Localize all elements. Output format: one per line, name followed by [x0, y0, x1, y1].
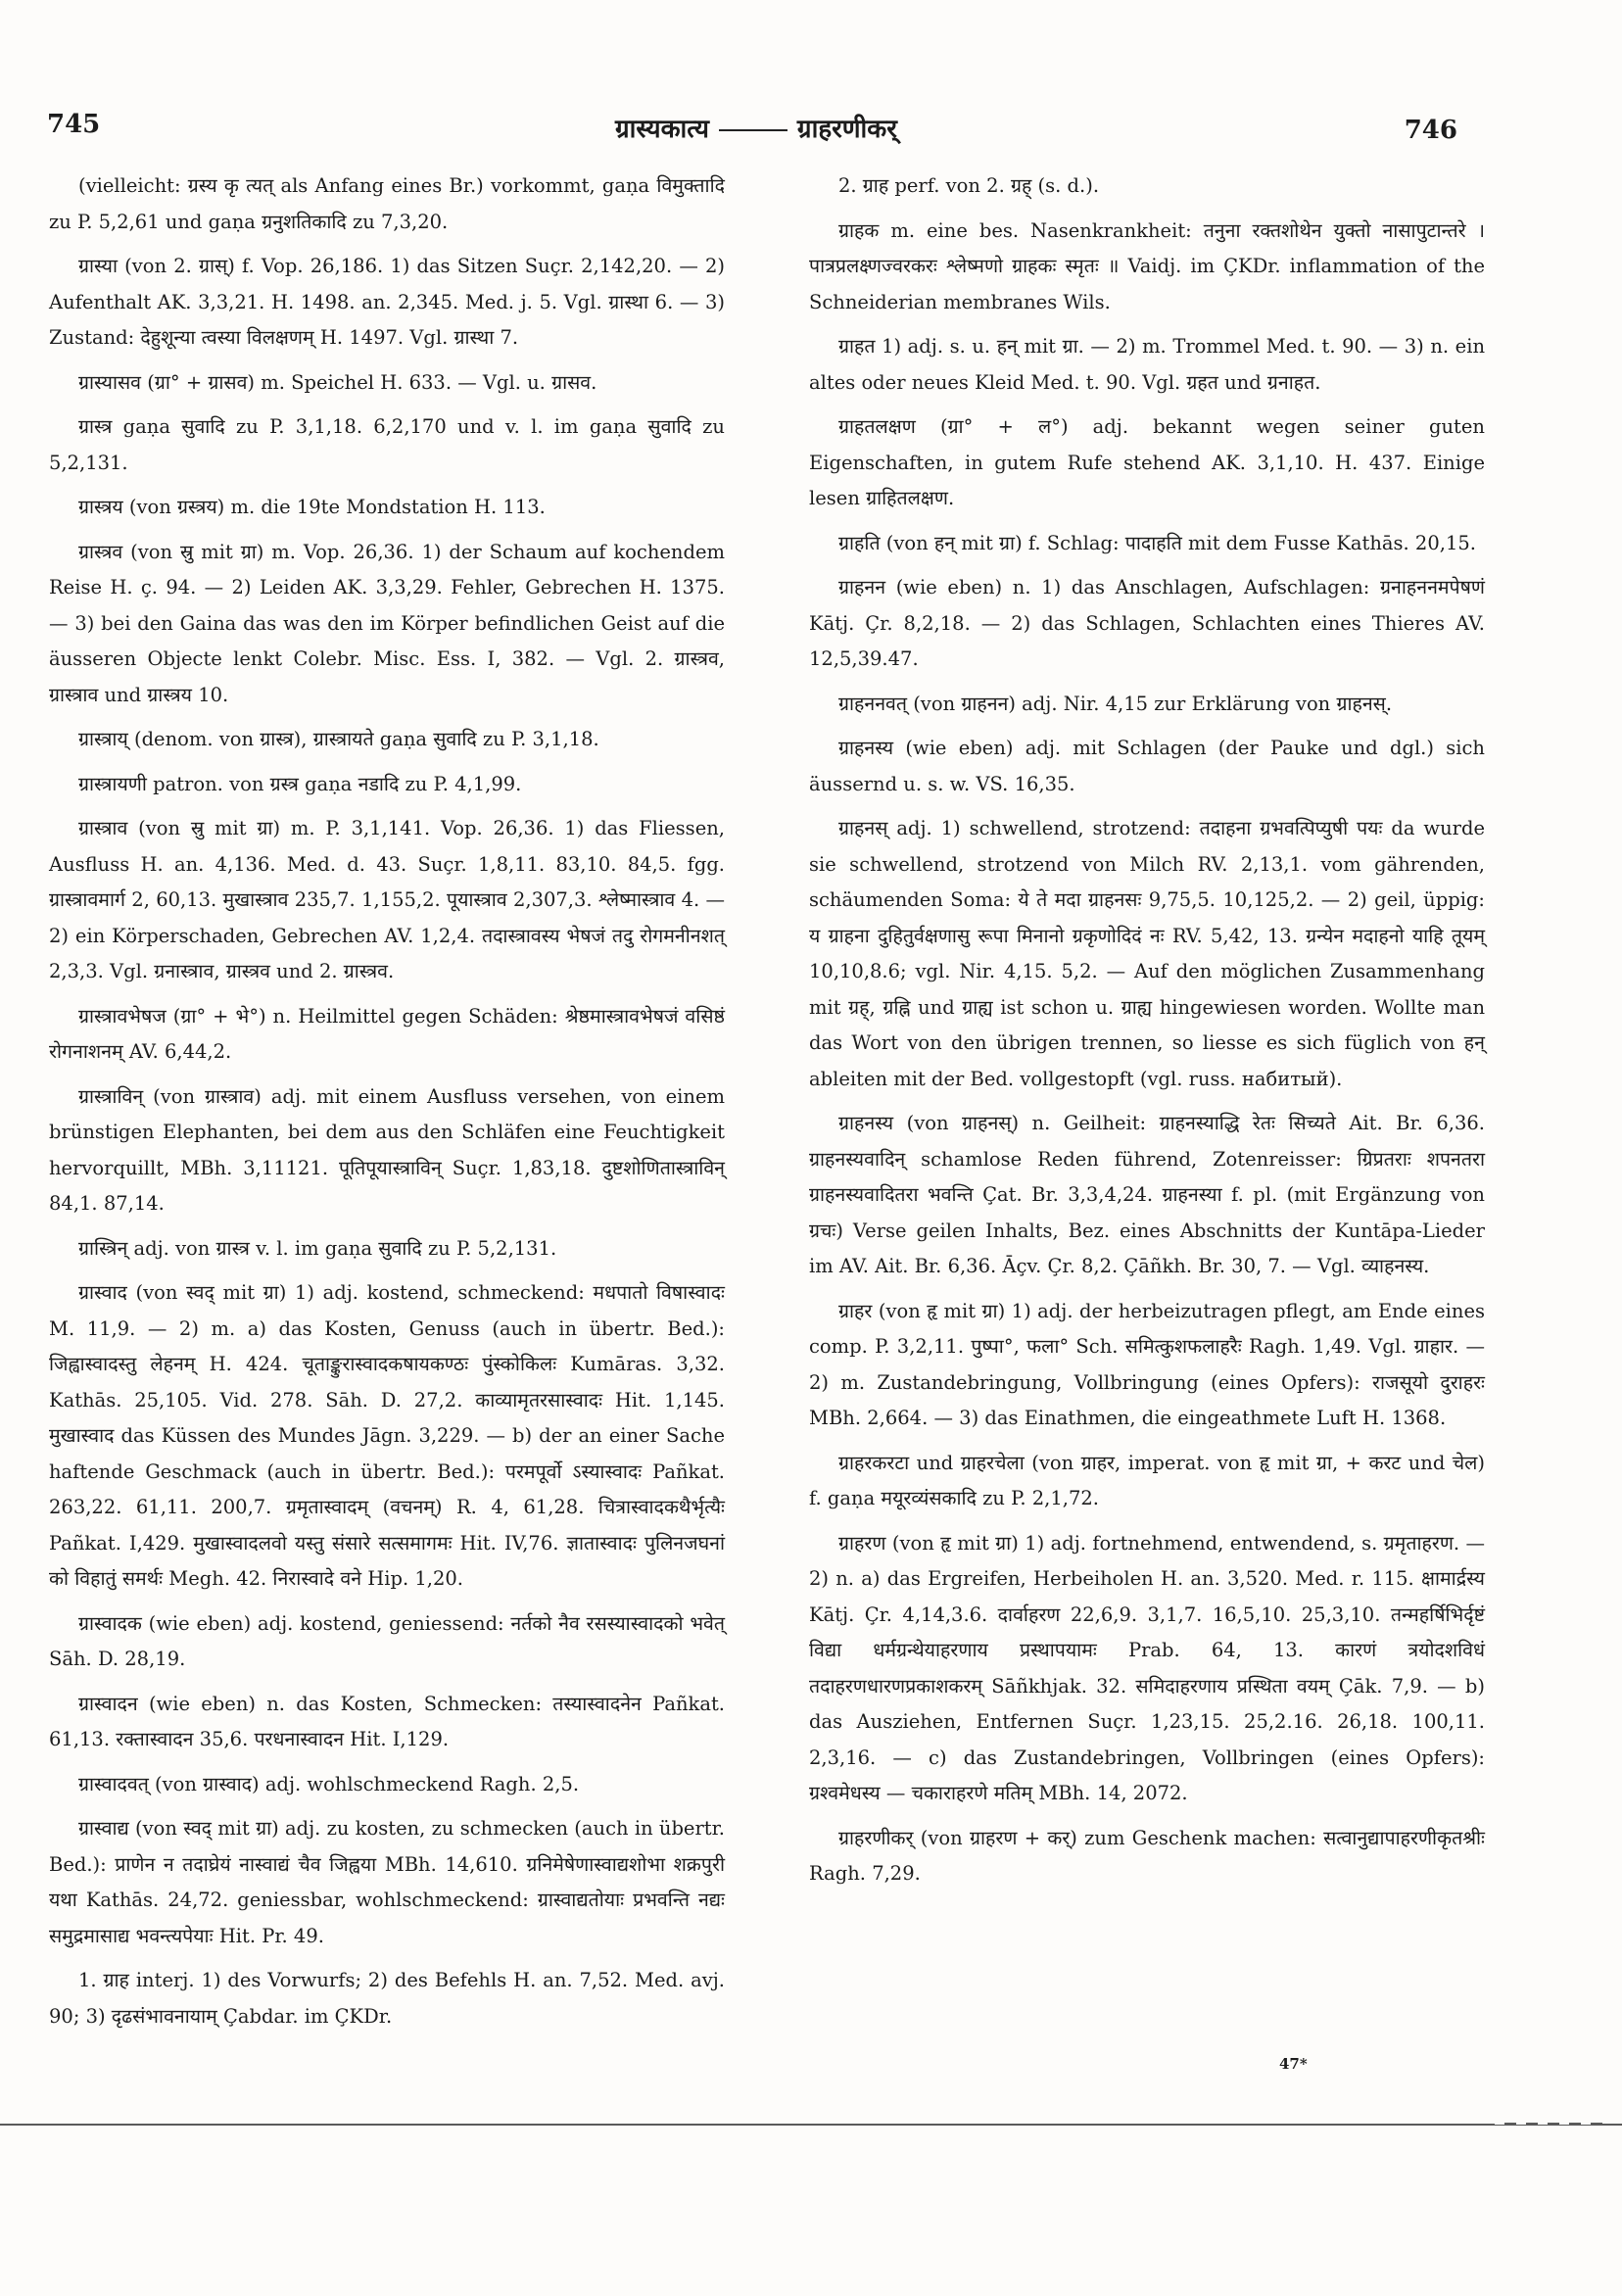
dictionary-entry: ग्रास्या (von 2. ग्रास्) f. Vop. 26,186. 1) das Sitzen Suçr. 2,142,20. — 2) Aufenthalt AK. 3,3,21. H. 1498. an. 2,345. Med. j. 5. Vgl. ग्रास्था 6. — 3) Zustand: देहुशून्या त्वस्या विलक्षणम् H. 1497. Vgl. ग्रास्था 7.: [49, 255, 725, 349]
dictionary-entry: ग्रास्त्रावभेषज (ग्रा° + भे°) n. Heilmittel gegen Schäden: श्रेष्ठमास्त्रावभेषजं वसिष्ठं रोगनाशनम् AV. 6,44,2.: [49, 1004, 725, 1063]
dictionary-entry: ग्राहक m. eine bes. Nasenkrankheit: तनुना रक्तशोथेन युक्तो नासापुटान्तरे । पात्रप्रलक्ष्णज्वरकरः श्लेष्मणो ग्राहकः स्मृतः ॥ Vaidj. im ÇKDr. inflammation of the Schneiderian membranes Wils.: [809, 218, 1485, 313]
dictionary-entry: 1. ग्राह interj. 1) des Vorwurfs; 2) des Befehls H. an. 7,52. Med. avj. 90; 3) दृढसंभावनायाम् Çabdar. im ÇKDr.: [49, 1969, 725, 2028]
dictionary-entry: ग्रास्त्रव (von स्रु mit ग्रा) m. Vop. 26,36. 1) der Schaum auf kochendem Reise H. ç. 94. — 2) Leiden AK. 3,3,29. Fehler, Gebrechen H. 1375. — 3) bei den Gaina das was den im Körper befindlichen Geist auf die äusseren Objecte lenkt Colebr. Misc. Ess. I, 382. — Vgl. 2. ग्रास्त्रव, ग्रास्त्राव und ग्रास्त्रय 10.: [49, 540, 725, 706]
dictionary-entry: ग्रास्वादन (wie eben) n. das Kosten, Schmecken: तस्यास्वादनेन Pañkat. 61,13. रक्तास्वादन 35,6. परधनास्वादन Hit. I,129.: [49, 1692, 725, 1750]
dictionary-entry: ग्रास्वादक (wie eben) adj. kostend, geniessend: नर्तको नैव रसस्यास्वादको भवेत् Sāh. D. 28,19.: [49, 1611, 725, 1670]
dictionary-entry: 2. ग्राह perf. von 2. ग्रह् (s. d.).: [838, 174, 1100, 197]
running-head-right: ग्राहरणीकर्: [796, 115, 897, 144]
page-header: [47, 110, 1457, 149]
dictionary-entry: ग्राहनस् adj. 1) schwellend, strotzend: तदाहना ग्रभवत्पिप्युषी पयः da wurde sie schwellend, strotzend von Milch RV. 2,13,1. vom gährenden, schäumenden Soma: ये ते मदा ग्राहनसः 9,75,5. 10,125,2. — 2) geil, üppig: य ग्राहना दुहितुर्वक्षणासु रूपा मिनानो ग्रकृणोदिदं नः RV. 5,42, 13. ग्रन्येन मदाहनो याहि तूयम् 10,10,8.6; vgl. Nir. 4,15. 5,2. — Auf den möglichen Zusammenhang mit ग्रह्, ग्रह्नि und ग्राह्य ist schon u. ग्राह्य hingewiesen worden. Wollte man das Wort von den übrigen trennen, so liesse es sich füglich von हन् ableiten mit der Bed. vollgestopft (vgl. russ. набитый).: [809, 817, 1485, 1090]
page-number-right: 746: [1404, 116, 1457, 145]
dictionary-entry: ग्रास्यासव (ग्रा° + ग्रासव) m. Speichel H. 633. — Vgl. u. ग्रासव.: [78, 370, 597, 394]
dictionary-entry: ग्राहत 1) adj. s. u. हन् mit ग्रा. — 2) m. Trommel Med. t. 90. — 3) n. ein altes oder neues Kleid Med. t. 90. Vgl. ग्रहत und ग्रनाहत.: [809, 335, 1485, 394]
dictionary-entry: ग्राहनस्य (wie eben) adj. mit Schlagen (der Pauke und dgl.) sich äussernd u. s. w. VS. 16,35.: [809, 737, 1485, 795]
dictionary-entry: ग्रास्त्राव (von स्रु mit ग्रा) m. P. 3,1,141. Vop. 26,36. 1) das Fliessen, Ausfluss H. an. 4,136. Med. d. 43. Suçr. 1,8,11. 83,10. 84,5. fgg. ग्रास्त्रावमार्ग 2, 60,13. मुखास्त्राव 235,7. 1,155,2. पूयास्त्राव 2,307,3. श्लेष्मास्त्राव 4. — 2) ein Körperschaden, Gebrechen AV. 1,2,4. तदास्त्रावस्य भेषजं तदु रोगमनीनशत् 2,3,3. Vgl. ग्रनास्त्राव, ग्रास्त्रव und 2. ग्रास्त्रव.: [49, 817, 725, 982]
dictionary-entry: ग्रास्त्राय् (denom. von ग्रास्त्र), ग्रास्त्रायते gaṇa सुवादि zu P. 3,1,18.: [78, 728, 599, 750]
right-column: [809, 168, 1485, 1901]
dictionary-entry: ग्राहननवत् (von ग्राहनन) adj. Nir. 4,15 zur Erklärung von ग्राहनस्.: [838, 692, 1393, 715]
dictionary-entry: ग्रास्त्र gaṇa सुवादि zu P. 3,1,18. 6,2,170 und v. l. im gaṇa सुवादि zu 5,2,131.: [49, 415, 725, 474]
dictionary-entry: (vielleicht: ग्रस्य कृ त्यत् als Anfang eines Br.) vorkommt, gaṇa विमुक्तादि zu P. 5,2,61 und gaṇa ग्रनुशतिकादि zu 7,3,20.: [49, 174, 725, 233]
bottom-rule: [0, 2124, 1622, 2126]
dictionary-entry: ग्राहतलक्षण (ग्रा° + ल°) adj. bekannt wegen seiner guten Eigenschaften, in gutem Rufe stehend AK. 3,1,10. H. 437. Einige lesen ग्राहितलक्षण.: [809, 415, 1485, 509]
dictionary-entry: ग्रास्त्रय (von ग्रस्त्रय) m. die 19te Mondstation H. 113.: [78, 496, 546, 518]
dictionary-entry: ग्राहरकरटा und ग्राहरचेला (von ग्राहर, imperat. von हृ mit ग्रा, + करट und चेल) f. gaṇa मयूरव्यंसकादि zu P. 2,1,72.: [809, 1451, 1485, 1509]
page-number-left: 745: [47, 110, 101, 139]
running-head-left: ग्रास्यकात्य: [615, 115, 709, 144]
dictionary-entry: ग्रास्वादवत् (von ग्रास्वाद) adj. wohlschmeckend Ragh. 2,5.: [78, 1772, 580, 1795]
left-column: [49, 168, 725, 2043]
dictionary-entry: ग्राहर (von हृ mit ग्रा) 1) adj. der herbeizutragen pflegt, am Ende eines comp. P. 3,2,11. पुष्पा°, फला° Sch. समित्कुशफलाहरैः Ragh. 1,49. Vgl. ग्राहार. — 2) m. Zustandebringung, Vollbringung (eines Opfers): राजसूयो दुराहरः MBh. 2,664. — 3) das Einathmen, die eingeathmete Luft H. 1368.: [809, 1299, 1485, 1429]
dictionary-entry: ग्राहरण (von हृ mit ग्रा) 1) adj. fortnehmend, entwendend, s. ग्रमृताहरण. — 2) n. a) das Ergreifen, Herbeiholen H. an. 3,520. Med. r. 115. क्षामार्द्रस्य Kātj. Çr. 4,14,3.6. दार्वाहरण 22,6,9. 3,1,7. 16,5,10. 25,3,10. तन्महर्षिभिर्दृष्टं विद्या धर्मग्रन्थेयाहरणाय प्रस्थापयामः Prab. 64, 13. कारणं त्रयोदशविधं तदाहरणधारणप्रकाशकरम् Sāñkhjak. 32. समिदाहरणाय प्रस्थिता वयम् Çāk. 7,9. — b) das Ausziehen, Entfernen Suçr. 1,23,15. 25,2.16. 26,18. 100,11. 2,3,16. — c) das Zustandebringen, Vollbringen (eines Opfers): ग्रश्वमेधस्य — चकाराहरणे मतिम् MBh. 14, 2072.: [809, 1531, 1485, 1804]
signature-mark: 47*: [1279, 2055, 1308, 2073]
dictionary-entry: ग्रास्त्राविन् (von ग्रास्त्राव) adj. mit einem Ausfluss versehen, von einem brünstigen Elephanten, bei dem aus den Schläfen eine Feuchtigkeit hervorquillt, MBh. 3,11121. पूतिपूयास्त्राविन् Suçr. 1,83,18. दुष्टशोणितास्त्राविन् 84,1. 87,14.: [49, 1084, 725, 1215]
dictionary-entry: ग्रास्वाद्य (von स्वद् mit ग्रा) adj. zu kosten, zu schmecken (auch in übertr. Bed.): प्राणेन न तदाघ्रेयं नास्वाद्यं चैव जिह्वया MBh. 14,610. ग्रनिमेषेणास्वाद्यशोभा शक्रपुरी यथा Kathās. 24,72. geniessbar, wohlschmeckend: ग्रास्वाद्यतोयाः प्रभवन्ति नद्यः समुद्रमासाद्य भवन्त्यपेयाः Hit. Pr. 49.: [49, 1817, 725, 1947]
bottom-rule-dashes: [1495, 2123, 1602, 2125]
dictionary-entry: ग्राहनस्य (von ग्राहनस्) n. Geilheit: ग्राहनस्याद्धि रेतः सिच्यते Ait. Br. 6,36. ग्राहनस्यवादिन् schamlose Reden führend, Zotenreisser: ग्रिप्रतराः शपनतरा ग्राहनस्यवादितरा भवन्ति Çat. Br. 3,3,4,24. ग्राहनस्या f. pl. (mit Ergänzung von ग्रचः) Verse geilen Inhalts, Bez. eines Abschnitts der Kuntāpa-Lieder im AV. Ait. Br. 6,36. Āçv. Çr. 8,2. Çāñkh. Br. 30, 7. — Vgl. व्याहनस्य.: [809, 1112, 1485, 1277]
running-head: [615, 110, 897, 145]
dictionary-entry: ग्रास्त्रायणी patron. von ग्रस्त्र gaṇa नडादि zu P. 4,1,99.: [78, 772, 522, 795]
dictionary-entry: ग्रास्त्रिन् adj. von ग्रास्त्र v. l. im gaṇa सुवादि zu P. 5,2,131.: [78, 1236, 557, 1260]
running-head-dash: [719, 129, 787, 131]
dictionary-entry: ग्राहनन (wie eben) n. 1) das Anschlagen, Aufschlagen: ग्रनाहननमपेषणं Kātj. Çr. 8,2,18. — 2) das Schlagen, Schlachten eines Thieres AV. 12,5,39.47.: [809, 576, 1485, 670]
dictionary-entry: ग्राहरणीकर् (von ग्राहरण + कर्) zum Geschenk machen: सत्वानुद्यापाहरणीकृतश्रीः Ragh. 7,29.: [809, 1826, 1485, 1885]
dictionary-entry: ग्रास्वाद (von स्वद् mit ग्रा) 1) adj. kostend, schmeckend: मधपातो विषास्वादः M. 11,9. — 2) m. a) das Kosten, Genuss (auch in übertr. Bed.): जिह्वास्वादस्तु लेहनम् H. 424. चूताङ्कुरास्वादकषायकण्ठः पुंस्कोकिलः Kumāras. 3,32. Kathās. 25,105. Vid. 278. Sāh. D. 27,2. काव्यामृतरसास्वादः Hit. 1,145. मुखास्वाद das Küssen des Mundes Jāgn. 3,229. — b) der an einer Sache haftende Geschmack (auch in übertr. Bed.): परमपूर्वो ऽस्यास्वादः Pañkat. 263,22. 61,11. 200,7. ग्रमृतास्वादम् (वचनम्) R. 4, 61,28. चित्रास्वादकथैर्भृत्यैः Pañkat. I,429. मुखास्वादलवो यस्तु संसारे सत्समागमः Hit. IV,76. ज्ञातास्वादः पुलिनजघनां को विहातुं समर्थः Megh. 42. निरास्वादे वने Hip. 1,20.: [49, 1281, 725, 1590]
dictionary-entry: ग्राहति (von हन् mit ग्रा) f. Schlag: पादाहति mit dem Fusse Kathās. 20,15.: [838, 531, 1476, 554]
